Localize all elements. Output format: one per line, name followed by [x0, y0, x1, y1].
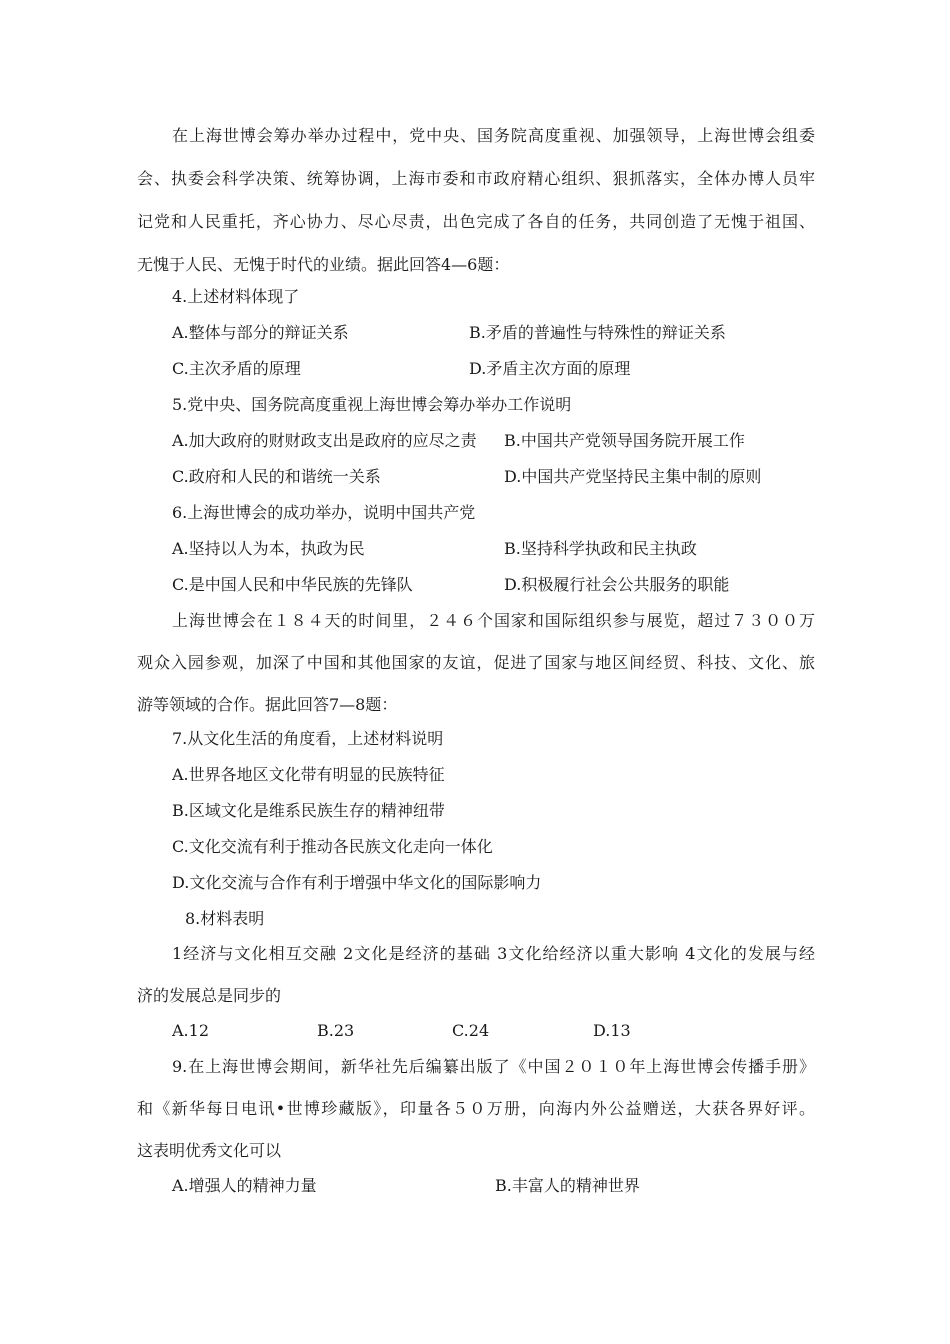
- question-4-option-d: D.矛盾主次方面的原理: [469, 359, 631, 378]
- question-7-stem: 7.从文化生活的角度看，上述材料说明: [172, 729, 444, 748]
- question-5-option-b: B.中国共产党领导国务院开展工作: [504, 431, 745, 450]
- question-8-stem: 8.材料表明: [185, 909, 265, 928]
- question-8-option-a: A.12: [172, 1021, 209, 1040]
- passage-1-line: 会、执委会科学决策、统筹协调，上海市委和市政府精心组织、狠抓落实，全体办博人员牢: [137, 169, 815, 188]
- passage-2-line: 游等领域的合作。据此回答7—8题：: [137, 695, 398, 714]
- question-6-stem: 6.上海世博会的成功举办，说明中国共产党: [172, 503, 476, 522]
- question-8-option-b: B.23: [317, 1021, 355, 1040]
- question-5-option-a: A.加大政府的财财政支出是政府的应尽之责: [172, 431, 477, 450]
- question-5-option-d: D.中国共产党坚持民主集中制的原则: [504, 467, 762, 486]
- question-9-option-a: A.增强人的精神力量: [172, 1176, 317, 1195]
- question-9-option-b: B.丰富人的精神世界: [495, 1176, 640, 1195]
- question-7-option-d: D.文化交流与合作有利于增强中华文化的国际影响力: [172, 873, 542, 892]
- question-5-stem: 5.党中央、国务院高度重视上海世博会筹办举办工作说明: [172, 395, 572, 414]
- passage-2-line: 上海世博会在１８４天的时间里，２４６个国家和国际组织参与展览，超过７３００万: [172, 611, 815, 630]
- question-6-option-b: B.坚持科学执政和民主执政: [504, 539, 697, 558]
- question-5-option-c: C.政府和人民的和谐统一关系: [172, 467, 381, 486]
- question-9-stem: 和《新华每日电讯•世博珍藏版》，印量各５０万册，向海内外公益赠送，大获各界好评。: [137, 1099, 815, 1118]
- question-9-stem: 这表明优秀文化可以: [137, 1141, 282, 1160]
- question-7-option-b: B.区域文化是维系民族生存的精神纽带: [172, 801, 445, 820]
- question-6-option-c: C.是中国人民和中华民族的先锋队: [172, 575, 413, 594]
- question-4-option-c: C.主次矛盾的原理: [172, 359, 301, 378]
- question-4-stem: 4.上述材料体现了: [172, 287, 300, 306]
- passage-1-line: 在上海世博会筹办举办过程中，党中央、国务院高度重视、加强领导，上海世博会组委: [172, 126, 815, 145]
- question-4-option-a: A.整体与部分的辩证关系: [172, 323, 349, 342]
- passage-2-line: 观众入园参观，加深了中国和其他国家的友谊，促进了国家与地区间经贸、科技、文化、旅: [137, 653, 815, 672]
- passage-1-line: 记党和人民重托，齐心协力、尽心尽责，出色完成了各自的任务，共同创造了无愧于祖国、: [137, 212, 815, 231]
- question-7-option-a: A.世界各地区文化带有明显的民族特征: [172, 765, 445, 784]
- question-8-option-d: D.13: [593, 1021, 631, 1040]
- question-7-option-c: C.文化交流有利于推动各民族文化走向一体化: [172, 837, 493, 856]
- question-6-option-d: D.积极履行社会公共服务的职能: [504, 575, 730, 594]
- question-8-option-c: C.24: [452, 1021, 490, 1040]
- question-8-statements: 济的发展总是同步的: [137, 986, 282, 1005]
- question-8-statements: 1经济与文化相互交融 2文化是经济的基础 3文化给经济以重大影响 4文化的发展与经: [172, 944, 815, 963]
- question-4-option-b: B.矛盾的普遍性与特殊性的辩证关系: [469, 323, 726, 342]
- question-9-stem: 9.在上海世博会期间，新华社先后编纂出版了《中国２０１０年上海世博会传播手册》: [172, 1057, 815, 1076]
- passage-1-line: 无愧于人民、无愧于时代的业绩。据此回答4—6题：: [137, 255, 510, 274]
- question-6-option-a: A.坚持以人为本，执政为民: [172, 539, 365, 558]
